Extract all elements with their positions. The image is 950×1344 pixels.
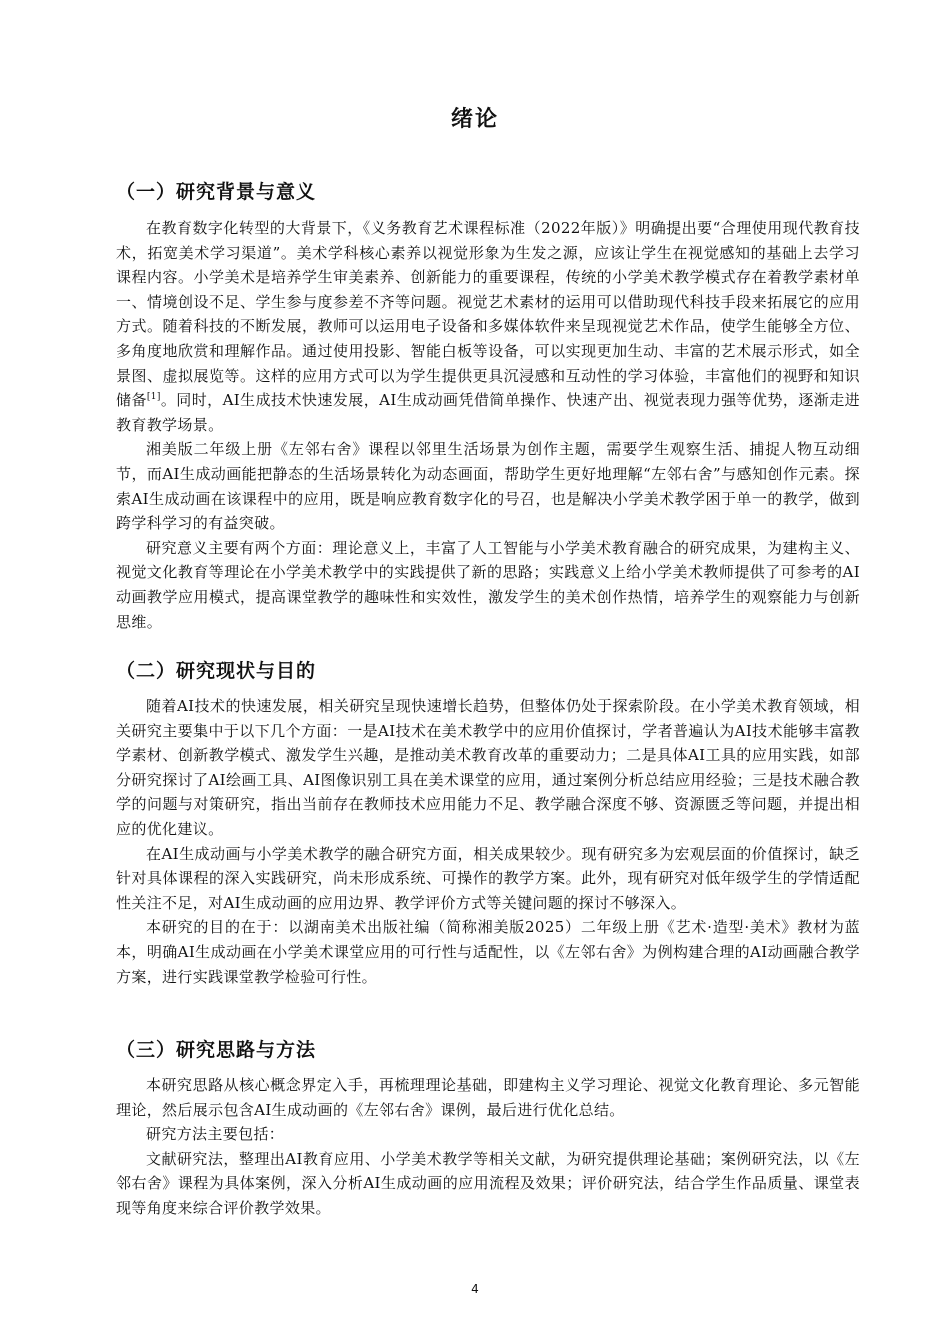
section-heading-research-background: （一）研究背景与意义	[116, 181, 317, 203]
section-heading-research-methods: （三）研究思路与方法	[116, 1039, 317, 1061]
paragraph: 研究意义主要有两个方面：理论意义上，丰富了人工智能与小学美术教育融合的研究成果，为建构主义、视觉文化教育等理论在小学美术教学中的实践提供了新的思路；实践意义上给小学美术教师提供了可参考的AI动画教学应用模式，提高课堂教学的趣味性和实效性，激发学生的美术创作热情，培养学生的观察能力与创新思维。	[116, 538, 860, 631]
paragraph: 本研究思路从核心概念界定入手，再梳理理论基础，即建构主义学习理论、视觉文化教育理论、多元智能理论，然后展示包含AI生成动画的《左邻右舍》课例，最后进行优化总结。	[116, 1076, 860, 1119]
page-number: 4	[471, 1282, 479, 1296]
paragraph: 在教育数字化转型的大背景下，《义务教育艺术课程标准（2022年版）》明确提出要“合理使用现代教育技术，拓宽美术学习渠道”。美术学科核心素养以视觉形象为生发之源，应该让学生在视觉感知的基础上去学习课程内容。小学美术是培养学生审美素养、创新能力的重要课程，传统的小学美术教学模式存在着教学素材单一、情境创设不足、学生参与度参差不齐等问题。视觉艺术素材的运用可以借助现代科技手段来拓展它的应用方式。随着科技的不断发展，教师可以运用电子设备和多媒体软件来呈现视觉艺术作品，使学生能够全方位、多角度地欣赏和理解作品。通过使用投影、智能白板等设备，可以实现更加生动、丰富的艺术展示形式，如全景图、虚拟展览等。这样的应用方式可以为学生提供更具沉浸感和互动性的学习体验，丰富他们的视野和知识储备[1]。同时，AI生成技术快速发展，AI生成动画凭借简单操作、快速产出、视觉表现力强等优势，逐渐走进教育教学场景。	[116, 219, 860, 434]
section-body-research-status	[116, 694, 860, 989]
paragraph: 文献研究法，整理出AI教育应用、小学美术教学等相关文献，为研究提供理论基础；案例研究法，以《左邻右舍》课程为具体案例，深入分析AI生成动画的应用流程及效果；评价研究法，结合学生作品质量、课堂表现等角度来综合评价教学效果。	[116, 1149, 860, 1217]
section-heading-research-status: （二）研究现状与目的	[116, 660, 317, 682]
paragraph: 在AI生成动画与小学美术教学的融合研究方面，相关成果较少。现有研究多为宏观层面的价值探讨，缺乏针对具体课程的深入实践研究，尚未形成系统、可操作的教学方案。此外，现有研究对低年级学生的学情适配性关注不足，对AI生成动画的应用边界、教学评价方式等关键问题的探讨不够深入。	[116, 844, 860, 912]
paragraph: 湘美版二年级上册《左邻右舍》课程以邻里生活场景为创作主题，需要学生观察生活、捕捉人物互动细节，而AI生成动画能把静态的生活场景转化为动态画面，帮助学生更好地理解“左邻右舍”与感知创作元素。探索AI生成动画在该课程中的应用，既是响应教育数字化的号召，也是解决小学美术教学困于单一的教学，做到跨学科学习的有益突破。	[116, 440, 860, 533]
paragraph: 随着AI技术的快速发展，相关研究呈现快速增长趋势，但整体仍处于探索阶段。在小学美术教育领域，相关研究主要集中于以下几个方面：一是AI技术在美术教学中的应用价值探讨，学者普遍认为AI技术能够丰富教学素材、创新教学模式、激发学生兴趣，是推动美术教育改革的重要动力；二是具体AI工具的应用实践，如部分研究探讨了AI绘画工具、AI图像识别工具在美术课堂的应用，通过案例分析总结应用经验；三是技术融合教学的问题与对策研究，指出当前存在教师技术应用能力不足、教学融合深度不够、资源匮乏等问题，并提出相应的优化建议。	[116, 697, 860, 838]
section-body-research-background	[116, 216, 860, 634]
document-title: 绪论	[450, 107, 499, 132]
citation-marker: [1]	[146, 392, 161, 403]
paragraph: 本研究的目的在于：以湖南美术出版社编（简称湘美版2025）二年级上册《艺术·造型·美术》教材为蓝本，明确AI生成动画在小学美术课堂应用的可行性与适配性，以《左邻右舍》为例构建合理的AI动画融合教学方案，进行实践课堂教学检验可行性。	[116, 918, 860, 986]
paragraph: 研究方法主要包括：	[146, 1125, 285, 1144]
section-body-research-methods	[116, 1073, 860, 1221]
